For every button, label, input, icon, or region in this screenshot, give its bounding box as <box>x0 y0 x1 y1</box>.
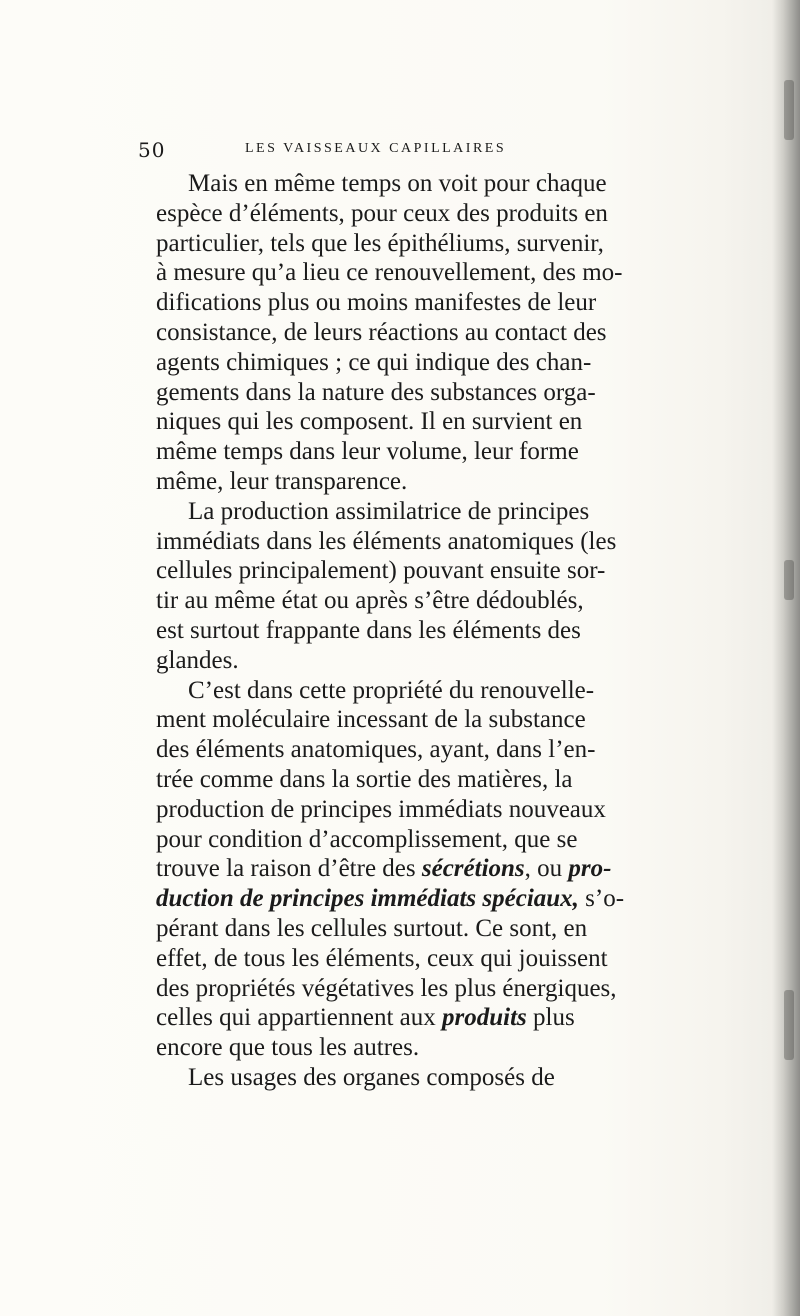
line-text: La production assimilatrice de principes <box>188 497 590 525</box>
line-text: trée comme dans la sortie des matières, la <box>156 765 573 793</box>
line-text: production de principes immédiats nouveaux <box>156 795 606 823</box>
text-line <box>156 1033 752 1063</box>
page-edge-mark <box>784 560 794 600</box>
line-text: des éléments anatomiques, ayant, dans l’en- <box>156 736 596 764</box>
text-line <box>156 944 752 974</box>
line-text: celles qui appartiennent aux <box>156 1004 442 1032</box>
text-line <box>156 795 752 825</box>
line-text: effet, de tous les éléments, ceux qui jouissent <box>156 944 608 972</box>
text-line <box>156 556 752 586</box>
text-line <box>156 676 752 706</box>
text-line <box>156 705 752 735</box>
line-text: consistance, de leurs réactions au contact des <box>156 318 607 346</box>
line-text: même, leur transparence. <box>156 467 408 495</box>
text-line <box>156 854 752 884</box>
text-line <box>156 1003 752 1033</box>
line-text: pérant dans les cellules surtout. Ce sont, en <box>156 914 588 942</box>
text-line <box>156 825 752 855</box>
italic-text: produits <box>442 1004 527 1032</box>
line-text: gements dans la nature des substances orga- <box>156 378 596 406</box>
text-line <box>156 914 752 944</box>
text-line <box>156 467 752 497</box>
line-text: Mais en même temps on voit pour chaque <box>188 170 607 197</box>
line-text: s’o- <box>578 885 625 913</box>
body-text <box>156 169 752 1093</box>
line-text: à mesure qu’a lieu ce renouvellement, des mo- <box>156 259 623 287</box>
text-line <box>156 646 752 676</box>
text-line <box>156 288 752 318</box>
text-line <box>156 586 752 616</box>
text-line <box>156 616 752 646</box>
line-text: même temps dans leur volume, leur forme <box>156 438 579 466</box>
text-line <box>156 1063 752 1093</box>
line-text: niques qui les composent. Il en survient en <box>156 408 583 436</box>
italic-text: sécrétions <box>421 855 525 883</box>
line-text: encore que tous les autres. <box>156 1034 420 1062</box>
text-line <box>156 229 752 259</box>
page-header <box>138 138 658 164</box>
text-line <box>156 348 752 378</box>
text-line <box>156 437 752 467</box>
line-text: agents chimiques ; ce qui indique des chan- <box>156 348 592 376</box>
line-text: trouve la raison d’être des <box>156 855 422 883</box>
text-line <box>156 169 752 199</box>
text-line <box>156 199 752 229</box>
italic-text: pro- <box>568 855 612 883</box>
italic-text: duction de principes immédiats spéciaux, <box>156 885 579 913</box>
line-text: cellules principalement) pouvant ensuite sor- <box>156 557 606 585</box>
line-text: immédiats dans les éléments anatomiques (les <box>156 527 617 555</box>
line-text: des propriétés végétatives les plus énergiques, <box>156 974 617 1002</box>
text-line <box>156 527 752 557</box>
line-text: , ou <box>524 855 569 883</box>
text-line <box>156 378 752 408</box>
line-text: plus <box>526 1004 575 1032</box>
page-edge-mark <box>784 80 794 140</box>
text-line <box>156 765 752 795</box>
text-line <box>156 884 752 914</box>
line-text: difications plus ou moins manifestes de leur <box>156 289 597 317</box>
line-text: particulier, tels que les épithéliums, survenir, <box>156 229 604 257</box>
line-text: pour condition d’accomplissement, que se <box>156 825 578 853</box>
text-line <box>156 974 752 1004</box>
line-text: Les usages des organes composés de <box>188 1063 555 1091</box>
text-line <box>156 258 752 288</box>
page-number: 50 <box>138 138 166 162</box>
text-line <box>156 497 752 527</box>
text-line <box>156 318 752 348</box>
page-edge-mark <box>784 990 794 1060</box>
line-text: glandes. <box>156 646 239 674</box>
line-text: C’est dans cette propriété du renouvelle- <box>188 676 595 704</box>
running-title: LES VAISSEAUX CAPILLAIRES <box>245 141 507 156</box>
page-edge-shadow <box>772 0 800 1316</box>
line-text: ment moléculaire incessant de la substance <box>156 706 586 734</box>
text-line <box>156 407 752 437</box>
text-line <box>156 735 752 765</box>
line-text: est surtout frappante dans les éléments des <box>156 616 581 644</box>
line-text: espèce d’éléments, pour ceux des produits en <box>156 199 608 227</box>
line-text: tir au même état ou après s’être dédoublés, <box>156 587 584 615</box>
